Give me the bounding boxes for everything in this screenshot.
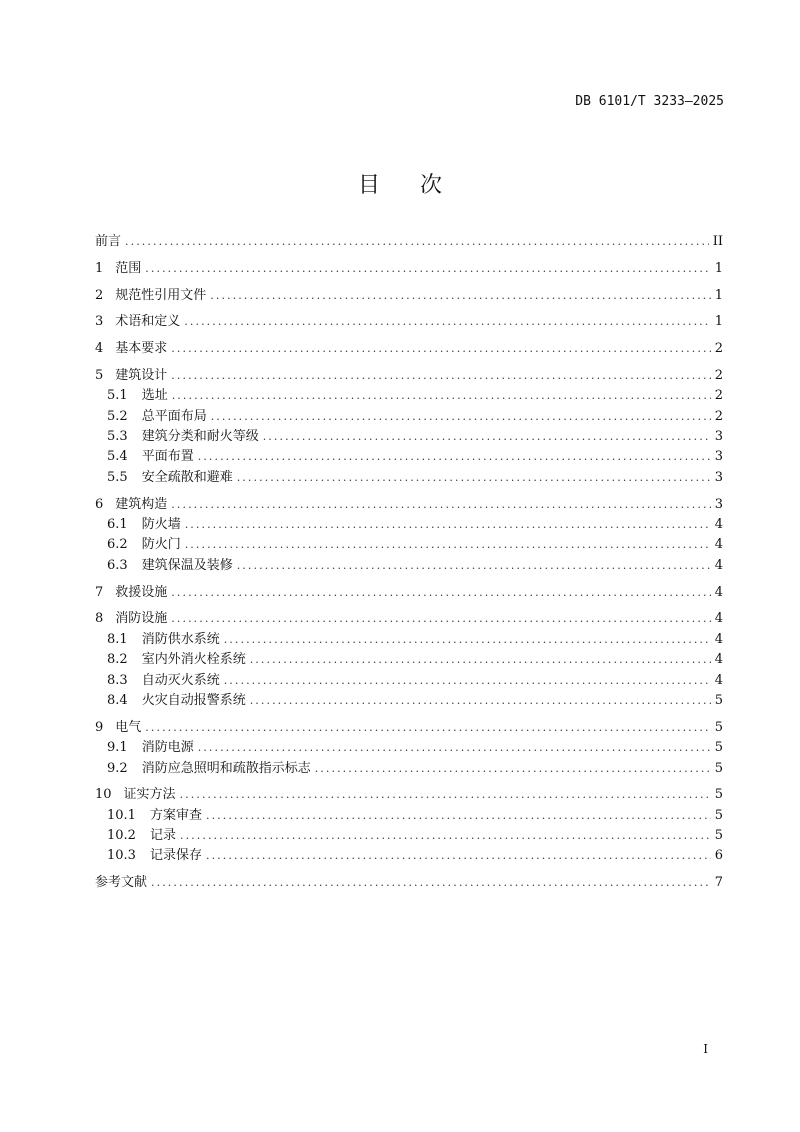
dot-leader [206,846,711,866]
toc-entry-page: 6 [714,848,723,864]
dot-leader [180,785,711,805]
toc-entry-number: 3 [95,314,104,330]
toc-entry-label: 选址 [141,388,168,404]
toc-entry-page: 5 [714,807,723,823]
toc-entry-label: 火灾自动报警系统 [141,692,246,708]
toc-entry-number: 6 [95,496,104,512]
toc-entry-label: 安全疏散和避难 [141,469,233,485]
toc-entry-number: 6.1 [107,517,128,533]
toc-entry[interactable] [95,630,723,650]
toc-entry-number: 5.3 [107,429,128,445]
toc-entry[interactable] [95,806,723,826]
toc-entry-page: 3 [714,449,723,465]
toc-entry[interactable] [95,759,723,779]
toc-entry-page: 1 [714,287,723,303]
toc-entry-page: II [712,234,723,249]
dot-leader [151,873,711,893]
dot-leader [125,232,709,252]
toc-entry-page: 4 [714,611,723,627]
toc-entry-number: 8.3 [107,672,128,688]
dot-leader [315,759,711,779]
toc-entry-number: 4 [95,341,104,357]
toc-entry-label: 建筑设计 [115,367,168,383]
dot-leader [172,386,711,406]
toc-entry-label: 救援设施 [115,584,168,600]
dot-leader [145,259,710,279]
toc-entry-label: 室内外消火栓系统 [141,652,246,668]
toc-entry-page: 2 [714,341,723,357]
toc-entry-page: 4 [714,557,723,573]
toc-entry[interactable] [95,447,723,467]
toc-entry-number: 5.4 [107,449,128,465]
toc-entry-number: 5 [95,367,104,383]
toc-entry-label: 建筑构造 [115,496,168,512]
toc-entry-label: 记录保存 [149,848,202,864]
toc-entry[interactable] [95,259,723,279]
toc-entry[interactable] [95,785,723,805]
toc-entry[interactable] [95,556,723,576]
toc-entry-number: 5.2 [107,408,128,424]
document-code: DB 6101/T 3233—2025 [575,94,724,109]
toc-entry[interactable] [95,718,723,738]
toc-entry-page: 2 [714,408,723,424]
toc-entry-page: 3 [714,429,723,445]
toc-entry[interactable] [95,366,723,386]
toc-entry-number: 6.3 [107,557,128,573]
toc-entry-number: 8 [95,611,104,627]
toc-entry-label: 消防电源 [141,740,194,756]
toc-entry-number: 7 [95,584,104,600]
toc-entry[interactable] [95,427,723,447]
toc-entry-number: 9.2 [107,760,128,776]
toc-entry-page: 4 [714,631,723,647]
toc-entry-number: 5.5 [107,469,128,485]
toc-entry-label: 消防设施 [115,611,168,627]
toc-entry-label: 建筑保温及装修 [141,557,233,573]
toc-entry-page: 1 [714,314,723,330]
dot-leader [224,671,711,691]
dot-leader [211,407,711,427]
dot-leader [250,691,711,711]
toc-entry-number: 9.1 [107,740,128,756]
toc-entry-number: 8.1 [107,631,128,647]
toc-entry-label: 参考文献 [95,875,148,891]
toc-entry-label: 电气 [115,719,142,735]
toc-entry[interactable] [95,826,723,846]
toc-entry-label: 总平面布局 [141,408,207,424]
toc-entry-label: 规范性引用文件 [115,287,207,303]
toc-entry[interactable] [95,691,723,711]
toc-entry-number: 8.4 [107,692,128,708]
dot-leader [171,495,710,515]
toc-entry-number: 10.2 [107,828,136,844]
dot-leader [184,312,710,332]
toc-entry-label: 消防应急照明和疏散指示标志 [141,760,311,776]
dot-leader [237,468,711,488]
toc-entry-page: 7 [714,875,723,891]
dot-leader [250,650,711,670]
toc-entry-label: 方案审查 [149,807,202,823]
toc-entry-label: 术语和定义 [115,314,181,330]
toc-entry-number: 8.2 [107,652,128,668]
toc-entry-page: 2 [714,388,723,404]
toc-entry-page: 5 [714,692,723,708]
toc-entry-page: 2 [714,367,723,383]
toc-entry-number: 9 [95,719,104,735]
toc-entry-label: 消防供水系统 [141,631,220,647]
toc-entry-label: 前言 [95,234,122,249]
toc-entry-number: 10.3 [107,848,136,864]
toc-entry[interactable] [95,407,723,427]
toc-entry-number: 6.2 [107,537,128,553]
toc-entry-page: 5 [714,760,723,776]
toc-entry-label: 证实方法 [123,787,176,803]
toc-entry-page: 5 [714,719,723,735]
toc-entry-page: 3 [714,469,723,485]
toc-entry-page: 4 [714,537,723,553]
dot-leader [263,427,711,447]
toc-entry-page: 1 [714,260,723,276]
toc-entry[interactable] [95,609,723,629]
dot-leader [145,718,710,738]
toc-entry[interactable] [95,671,723,691]
toc-entry-page: 4 [714,517,723,533]
dot-leader [180,826,711,846]
toc-entry-label: 基本要求 [115,341,168,357]
toc-entry[interactable] [95,846,723,866]
dot-leader [198,447,711,467]
toc-entry[interactable] [95,535,723,555]
dot-leader [171,366,710,386]
toc-entry[interactable] [95,339,723,359]
toc-entry-page: 4 [714,584,723,600]
toc-entry-label: 自动灭火系统 [141,672,220,688]
table-of-contents [95,232,723,894]
toc-entry[interactable] [95,738,723,758]
toc-entry-number: 10.1 [107,807,136,823]
page-title: 目次 [357,173,482,198]
dot-leader [171,339,710,359]
toc-entry-number: 2 [95,287,104,303]
toc-entry[interactable] [95,232,723,252]
dot-leader [198,738,711,758]
toc-entry-label: 建筑分类和耐火等级 [141,429,259,445]
toc-entry[interactable] [95,286,723,306]
toc-entry-label: 防火门 [141,537,181,553]
toc-entry[interactable] [95,495,723,515]
dot-leader [185,535,711,555]
toc-entry-page: 5 [714,828,723,844]
toc-entry[interactable] [95,650,723,670]
toc-entry[interactable] [95,312,723,332]
toc-entry-label: 记录 [149,828,176,844]
toc-entry-page: 4 [714,672,723,688]
toc-entry-label: 防火墙 [141,517,181,533]
toc-entry[interactable] [95,468,723,488]
dot-leader [206,806,711,826]
toc-entry-number: 5.1 [107,388,128,404]
toc-entry[interactable] [95,873,723,893]
dot-leader [185,515,711,535]
toc-entry-page: 5 [714,787,723,803]
dot-leader [171,583,710,603]
toc-entry-page: 3 [714,496,723,512]
dot-leader [224,630,711,650]
toc-entry-label: 范围 [115,260,142,276]
toc-entry[interactable] [95,583,723,603]
dot-leader [171,609,710,629]
toc-entry[interactable] [95,515,723,535]
toc-entry-number: 1 [95,260,104,276]
toc-entry-number: 10 [95,787,112,803]
dot-leader [237,556,711,576]
toc-entry[interactable] [95,386,723,406]
dot-leader [210,286,710,306]
toc-entry-label: 平面布置 [141,449,194,465]
page-number: I [703,1042,708,1056]
toc-entry-page: 4 [714,652,723,668]
toc-entry-page: 5 [714,740,723,756]
